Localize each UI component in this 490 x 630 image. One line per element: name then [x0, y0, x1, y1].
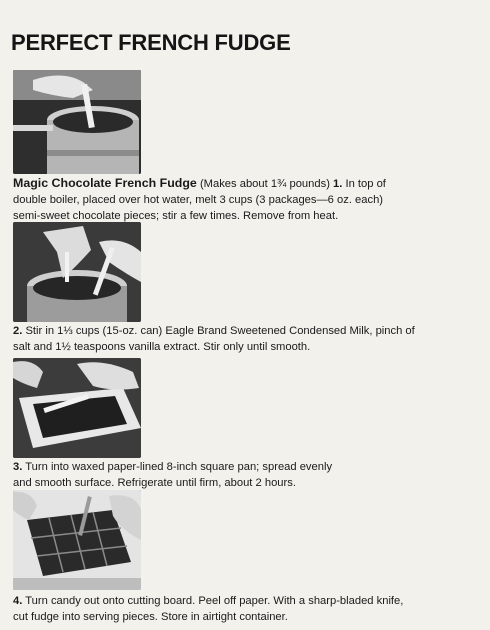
step-1-text	[13, 175, 483, 224]
step-2-line-1: Stir in 1⅓ cups (15-oz. can) Eagle Brand Sweetened Condensed Milk, pinch of	[25, 325, 415, 337]
step-4-text	[13, 593, 483, 625]
step-1-line-1: In top of	[345, 178, 386, 190]
recipe-subtitle: Magic Chocolate French Fudge	[13, 176, 197, 190]
step-2-text	[13, 323, 483, 355]
step-3-photo	[13, 358, 141, 458]
step-2-number: 2.	[13, 325, 23, 337]
page-title: PERFECT FRENCH FUDGE	[11, 30, 291, 55]
step-4-line-2: cut fudge into serving pieces. Store in airtight container.	[13, 611, 288, 623]
recipe-yield: (Makes about 1¾ pounds)	[199, 178, 330, 190]
step-1-photo	[13, 70, 141, 174]
step-3-text	[13, 459, 483, 491]
step-2-photo	[13, 222, 141, 322]
step-2-line-2: salt and 1½ teaspoons vanilla extract. Stir only until smooth.	[13, 341, 311, 353]
step-4-photo	[13, 490, 141, 590]
step-3-line-1: Turn into waxed paper-lined 8-inch square pan; spread evenly	[25, 461, 333, 473]
step-1-number: 1.	[333, 178, 343, 190]
step-3-number: 3.	[13, 461, 23, 473]
step-1-line-2: double boiler, placed over hot water, melt 3 cups (3 packages—6 oz. each)	[13, 194, 384, 206]
step-4-number: 4.	[13, 595, 23, 607]
step-4-line-1: Turn candy out onto cutting board. Peel off paper. With a sharp-bladed knife,	[25, 595, 404, 607]
step-1-line-3: semi-sweet chocolate pieces; stir a few times. Remove from heat.	[13, 210, 339, 222]
step-3-line-2: and smooth surface. Refrigerate until firm, about 2 hours.	[13, 477, 296, 489]
